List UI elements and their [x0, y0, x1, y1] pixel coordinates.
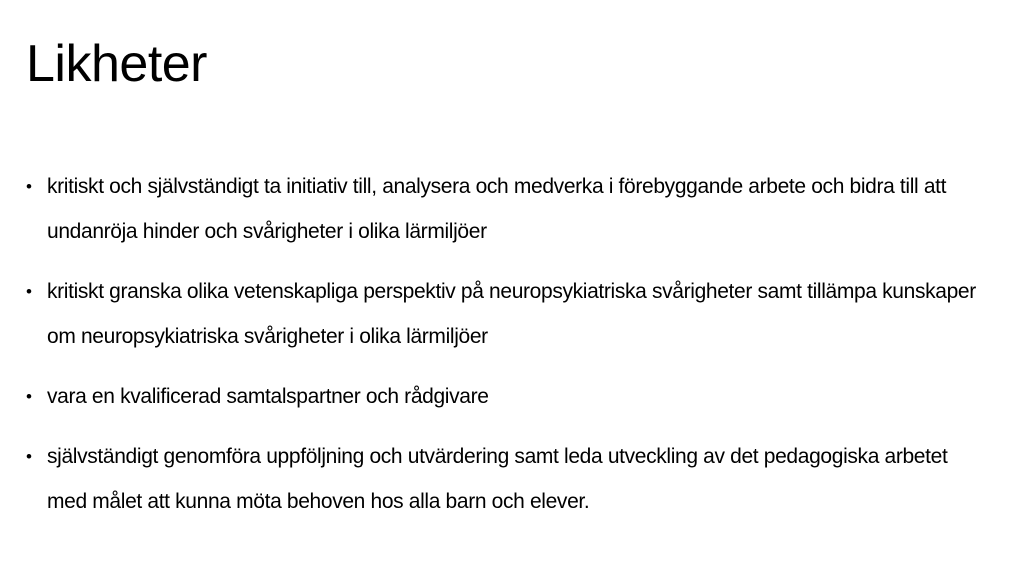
- bullet-item: [24, 164, 984, 254]
- bullet-item: [24, 434, 984, 524]
- bullet-item: [24, 374, 984, 419]
- bullet-dot-icon: •: [26, 387, 32, 406]
- bullet-text: kritiskt och självständigt ta initiativ till, analysera och medverka i förebyggande arbete och bidra till att undanröja hinder och svårigheter i olika lärmiljöer: [47, 175, 947, 243]
- bullet-text: kritiskt granska olika vetenskapliga perspektiv på neuropsykiatriska svårigheter samt tillämpa kunskaper om neuropsykiatriska svårigheter i olika lärmiljöer: [47, 280, 976, 348]
- bullet-dot-icon: •: [26, 447, 32, 466]
- slide-title: Likheter: [26, 35, 207, 93]
- bullet-dot-icon: •: [26, 282, 32, 301]
- bullet-item: [24, 269, 984, 359]
- bullet-dot-icon: •: [26, 177, 32, 196]
- bullet-text: vara en kvalificerad samtalspartner och rådgivare: [47, 385, 489, 408]
- bullet-list: [24, 164, 984, 539]
- bullet-text: självständigt genomföra uppföljning och utvärdering samt leda utveckling av det pedagogiska arbetet med målet att kunna möta behoven hos alla barn och elever.: [47, 445, 948, 513]
